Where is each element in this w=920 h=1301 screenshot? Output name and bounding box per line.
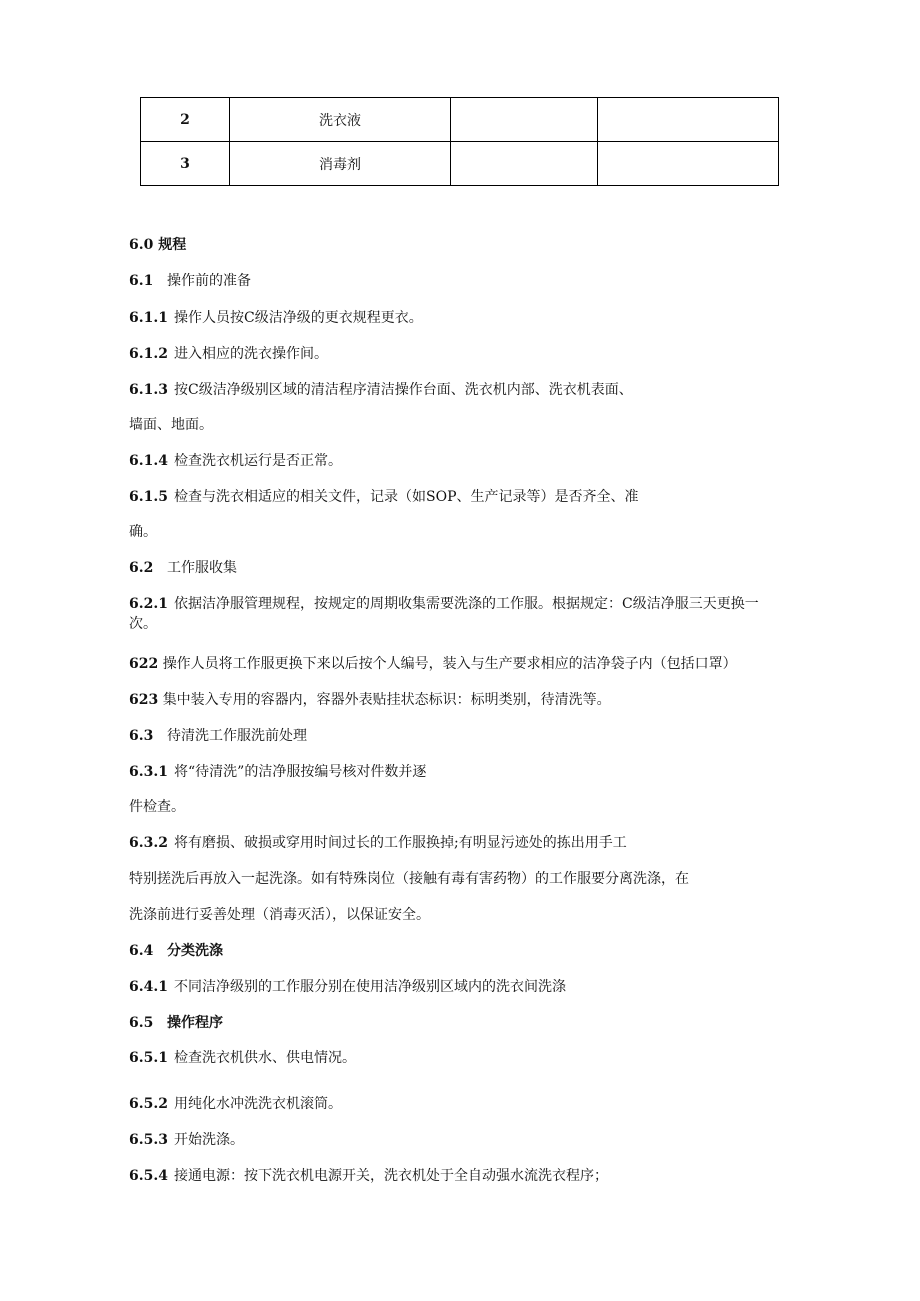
section-heading (129, 941, 223, 961)
table-row (141, 98, 779, 142)
clause-line (129, 1048, 356, 1068)
clause-number: 6.5.3 (129, 1132, 168, 1148)
clause-number: 6.4 (129, 943, 154, 959)
row-number: 3 (141, 142, 230, 186)
clause-number: 6.1.5 (129, 489, 168, 505)
clause-number: 6.0 (129, 237, 154, 253)
clause-text: 按C级洁净级别区域的清洁程序清洁操作台面、洗衣机内部、洗衣机表面、 (174, 382, 633, 398)
clause-text: 规程 (158, 237, 187, 253)
clause-text: 检查洗衣机供水、供电情况。 (174, 1050, 356, 1066)
clause-text: 检查与洗衣相适应的相关文件，记录（如SOP、生产记录等）是否齐全、准 (174, 489, 639, 505)
clause-continuation (129, 522, 157, 542)
clause-number: 6.3.2 (129, 835, 168, 851)
clause-text: 操作程序 (167, 1015, 223, 1031)
clause-line (129, 344, 328, 364)
clause-line (129, 380, 633, 400)
clause-text: 进入相应的洗衣操作间。 (174, 346, 328, 362)
clause-line (129, 833, 627, 853)
clause-number: 6.5 (129, 1015, 154, 1031)
clause-text: 用纯化水冲洗洗衣机滚筒。 (174, 1096, 342, 1112)
clause-continuation (129, 415, 213, 435)
clause-number: 6.2.1 (129, 596, 168, 612)
section-heading (129, 1013, 223, 1033)
clause-text: 待清洗工作服洗前处理 (167, 728, 307, 744)
clause-line (129, 308, 423, 328)
clause-line (129, 558, 237, 578)
clause-line (129, 654, 737, 674)
row-number: 2 (141, 98, 230, 142)
clause-line (129, 726, 307, 746)
clause-number: 6.2 (129, 560, 154, 576)
clause-text: 将“待清洗”的洁净服按编号核对件数并逐 (174, 764, 427, 780)
clause-number: 6.1.4 (129, 453, 168, 469)
row-cell (598, 98, 779, 142)
clause-number: 622 (129, 656, 159, 672)
clause-line (129, 977, 566, 997)
clause-text: 分类洗涤 (167, 943, 223, 959)
clause-line (129, 451, 342, 471)
clause-text: 操作人员将工作服更换下来以后按个人编号，装入与生产要求相应的洁净袋子内（包括口罩） (162, 656, 737, 672)
clause-text: 洗涤前进行妥善处理（消毒灭活），以保证安全。 (129, 907, 430, 923)
clause-number: 6.5.2 (129, 1096, 168, 1112)
row-cell (451, 98, 598, 142)
clause-line (129, 594, 779, 634)
clause-continuation (129, 905, 430, 925)
materials-table (140, 97, 779, 186)
clause-number: 6.1.3 (129, 382, 168, 398)
clause-number: 6.3 (129, 728, 154, 744)
row-cell (598, 142, 779, 186)
clause-line (129, 1094, 342, 1114)
section-heading (129, 235, 186, 255)
clause-text: 依据洁净服管理规程，按规定的周期收集需要洗涤的工作服。根据规定：C级洁净服三天更换一次。 (129, 596, 759, 632)
clause-text: 件检查。 (129, 799, 185, 815)
clause-text: 操作人员按C级洁净级的更衣规程更衣。 (174, 310, 423, 326)
clause-number: 6.1.1 (129, 310, 168, 326)
table-row (141, 142, 779, 186)
clause-text: 不同洁净级别的工作服分别在使用洁净级别区域内的洗衣间洗涤 (174, 979, 566, 995)
clause-text: 接通电源：按下洗衣机电源开关，洗衣机处于全自动强水流洗衣程序； (174, 1168, 608, 1184)
clause-number: 6.4.1 (129, 979, 168, 995)
row-name: 消毒剂 (230, 142, 451, 186)
clause-number: 6.5.4 (129, 1168, 168, 1184)
clause-continuation (129, 869, 689, 889)
row-name: 洗衣液 (230, 98, 451, 142)
clause-continuation (129, 797, 185, 817)
clause-text: 特别搓洗后再放入一起洗涤。如有特殊岗位（接触有毒有害药物）的工作服要分离洗涤，在 (129, 871, 689, 887)
clause-number: 6.1 (129, 273, 154, 289)
clause-text: 墙面、地面。 (129, 417, 213, 433)
clause-number: 623 (129, 692, 159, 708)
clause-text: 确。 (129, 524, 157, 540)
clause-text: 操作前的准备 (167, 273, 251, 289)
clause-number: 6.1.2 (129, 346, 168, 362)
clause-line (129, 271, 251, 291)
clause-line (129, 1166, 608, 1186)
clause-line (129, 487, 639, 507)
clause-text: 将有磨损、破损或穿用时间过长的工作服换掉;有明显污迹处的拣出用手工 (174, 835, 627, 851)
clause-text: 集中装入专用的容器内，容器外表贴挂状态标识：标明类别，待清洗等。 (162, 692, 611, 708)
clause-line (129, 690, 611, 710)
row-cell (451, 142, 598, 186)
clause-line (129, 762, 426, 782)
clause-text: 检查洗衣机运行是否正常。 (174, 453, 342, 469)
clause-number: 6.3.1 (129, 764, 168, 780)
clause-number: 6.5.1 (129, 1050, 168, 1066)
clause-text: 开始洗涤。 (174, 1132, 244, 1148)
clause-line (129, 1130, 244, 1150)
clause-text: 工作服收集 (167, 560, 237, 576)
